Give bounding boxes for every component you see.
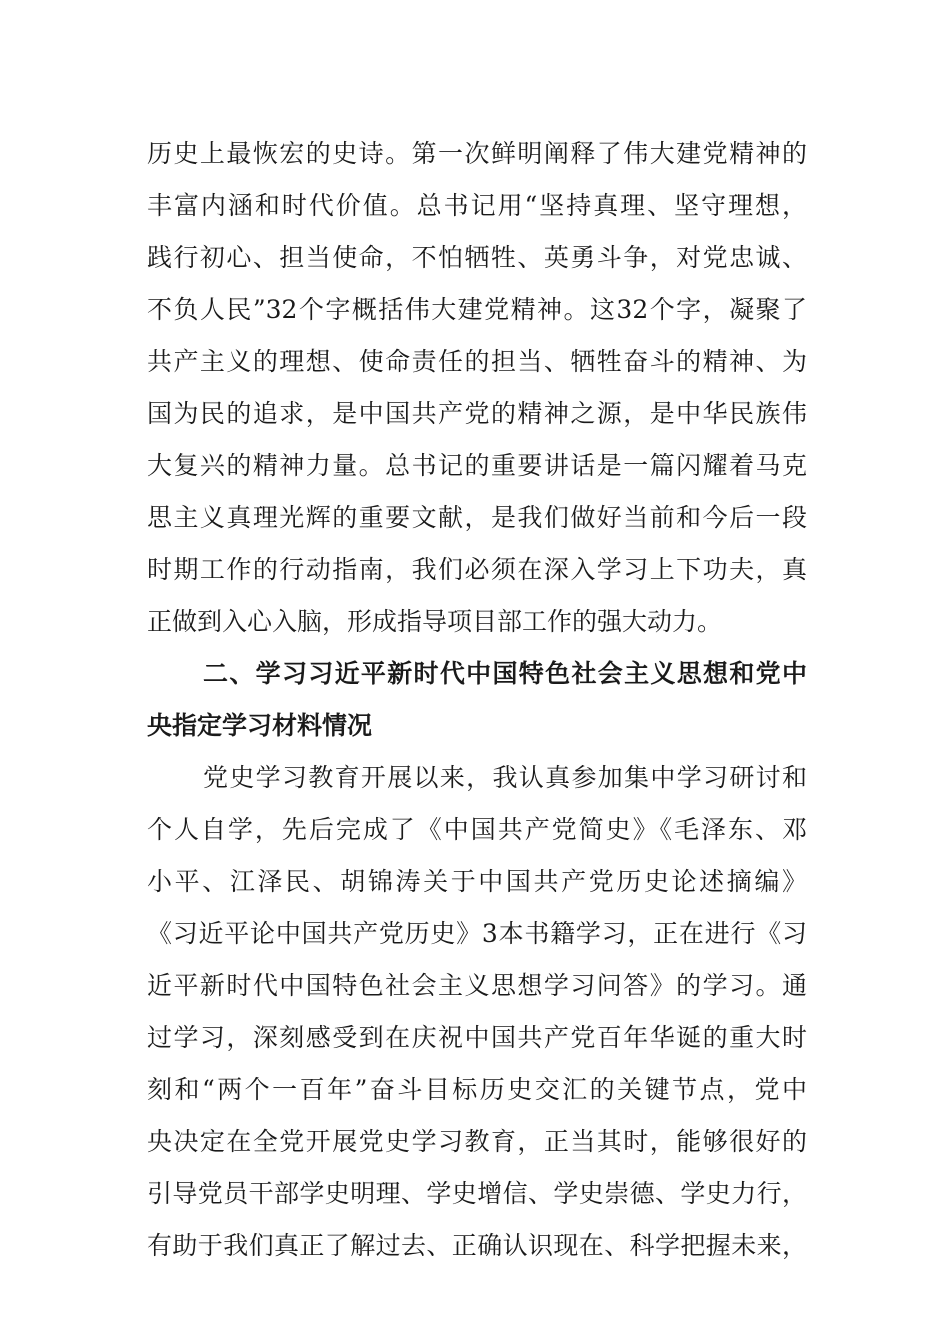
text-line: 过学习，深刻感受到在庆祝中国共产党百年华诞的重大时 — [147, 1023, 807, 1052]
text-line: 丰富内涵和时代价值。总书记用“坚持真理、坚守理想， — [147, 191, 807, 220]
text-line: 刻和“两个一百年”奋斗目标历史交汇的关键节点，党中 — [147, 1075, 807, 1104]
text-line: 历史上最恢宏的史诗。第一次鲜明阐释了伟大建党精神的 — [147, 139, 807, 168]
section-heading-line: 二、学习习近平新时代中国特色社会主义思想和党中 — [203, 659, 807, 688]
text-line: 国为民的追求，是中国共产党的精神之源，是中华民族伟 — [147, 399, 807, 428]
section-heading-line: 央指定学习材料情况 — [147, 711, 373, 740]
text-line: 《习近平论中国共产党历史》3本书籍学习，正在进行《习 — [147, 919, 807, 948]
text-line: 不负人民”32个字概括伟大建党精神。这32个字，凝聚了 — [147, 295, 807, 324]
text-line: 个人自学，先后完成了《中国共产党简史》《毛泽东、邓 — [147, 815, 807, 844]
text-line: 党史学习教育开展以来，我认真参加集中学习研讨和 — [203, 763, 807, 792]
text-line: 时期工作的行动指南，我们必须在深入学习上下功夫，真 — [147, 555, 807, 584]
text-line: 正做到入心入脑，形成指导项目部工作的强大动力。 — [147, 607, 723, 636]
text-line: 共产主义的理想、使命责任的担当、牺牲奋斗的精神、为 — [147, 347, 807, 376]
text-line: 践行初心、担当使命，不怕牺牲、英勇斗争，对党忠诚、 — [147, 243, 807, 272]
text-line: 小平、江泽民、胡锦涛关于中国共产党历史论述摘编》 — [147, 867, 807, 896]
text-line: 近平新时代中国特色社会主义思想学习问答》的学习。通 — [147, 971, 807, 1000]
text-line: 大复兴的精神力量。总书记的重要讲话是一篇闪耀着马克 — [147, 451, 807, 480]
text-line: 思主义真理光辉的重要文献，是我们做好当前和今后一段 — [147, 503, 807, 532]
text-line: 有助于我们真正了解过去、正确认识现在、科学把握未来， — [147, 1231, 807, 1260]
text-line: 央决定在全党开展党史学习教育，正当其时，能够很好的 — [147, 1127, 807, 1156]
text-line: 引导党员干部学史明理、学史增信、学史崇德、学史力行， — [147, 1179, 807, 1208]
document-body — [147, 128, 807, 1272]
